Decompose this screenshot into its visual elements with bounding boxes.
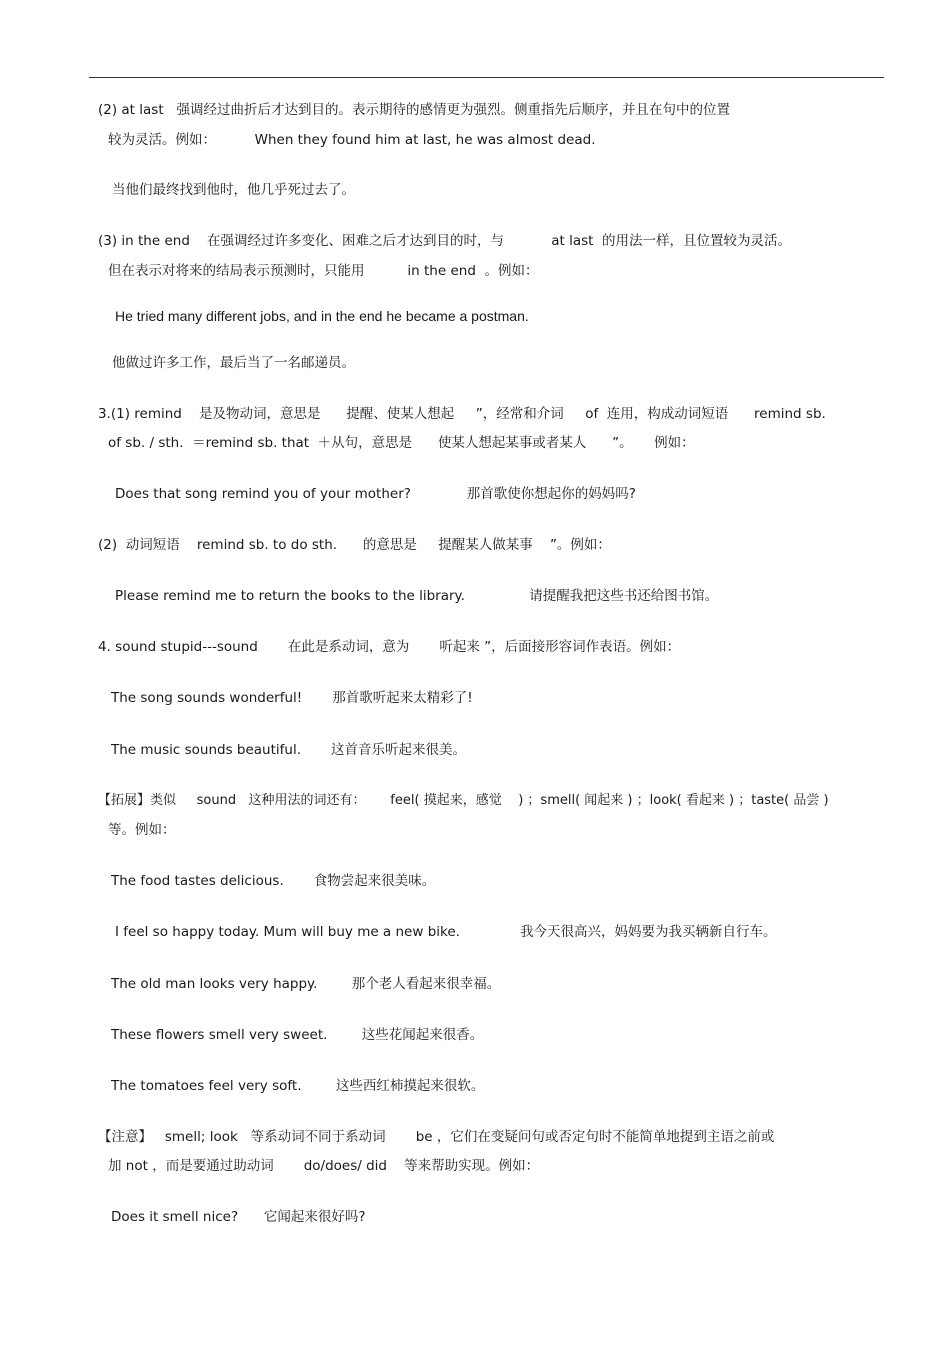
text-line: 【拓展】类似 sound 这种用法的词还有： feel( 摸起来，感觉 ) ；smell( 闻起来 ) ；look( 看起来 ) ；taste( 品尝 ) [98, 793, 829, 808]
text-line: Please remind me to return the books to the library. 请提醒我把这些书还给图书馆。 [115, 588, 719, 604]
text-line: 较为灵活。例如： When they found him at last, he was almost dead. [108, 132, 596, 148]
text-line: 4. sound stupid---sound 在此是系动词，意为 听起来 ”，后面接形容词作表语。例如： [98, 639, 681, 655]
text-line: of sb. / sth. ＝remind sb. that ＋从句，意思是 使某人想起某事或者某人 ”。 例如： [108, 435, 695, 451]
text-line: He tried many different jobs, and in the end he became a postman. [115, 308, 529, 324]
top-rule [89, 77, 884, 78]
text-line: Does that song remind you of your mother? 那首歌使你想起你的妈妈吗? [115, 486, 636, 502]
text-line: The food tastes delicious. 食物尝起来很美味。 [111, 873, 436, 889]
text-line: 【注意】 smell; look 等系动词不同于系动词 be ，它们在变疑问句或否定句时不能简单地提到主语之前或 [98, 1129, 775, 1145]
text-line: The old man looks very happy. 那个老人看起来很幸福。 [111, 976, 501, 992]
text-line: (2) at last 强调经过曲折后才达到目的。表示期待的感情更为强烈。侧重指先后顺序，并且在句中的位置 [98, 102, 730, 118]
text-line: (2) 动词短语 remind sb. to do sth. 的意思是 提醒某人做某事 ”。例如： [98, 537, 611, 553]
text-line: 加 not ，而是要通过助动词 do/does/ did 等来帮助实现。例如： [108, 1158, 540, 1174]
text-line: The tomatoes feel very soft. 这些西红柿摸起来很软。 [111, 1078, 485, 1094]
text-line: I feel so happy today. Mum will buy me a new bike. 我今天很高兴，妈妈要为我买辆新自行车。 [115, 924, 777, 940]
text-line: (3) in the end 在强调经过许多变化、困难之后才达到目的时，与 at last 的用法一样，且位置较为灵活。 [98, 233, 792, 249]
text-line: Does it smell nice? 它闻起来很好吗? [111, 1209, 366, 1225]
text-line: 他做过许多工作，最后当了一名邮递员。 [112, 355, 355, 371]
text-line: 当他们最终找到他时，他几乎死过去了。 [112, 182, 355, 198]
text-line: These flowers smell very sweet. 这些花闻起来很香。 [111, 1027, 484, 1043]
text-line: The song sounds wonderful! 那首歌听起来太精彩了! [111, 690, 473, 706]
text-line: The music sounds beautiful. 这首音乐听起来很美。 [111, 742, 467, 758]
text-line: 等。例如： [108, 822, 176, 838]
text-line: 但在表示对将来的结局表示预测时，只能用 in the end 。例如： [108, 263, 539, 279]
text-line: 3.(1) remind 是及物动词，意思是 提醒、使某人想起 ”，经常和介词 of 连用，构成动词短语 remind sb. [98, 406, 826, 422]
